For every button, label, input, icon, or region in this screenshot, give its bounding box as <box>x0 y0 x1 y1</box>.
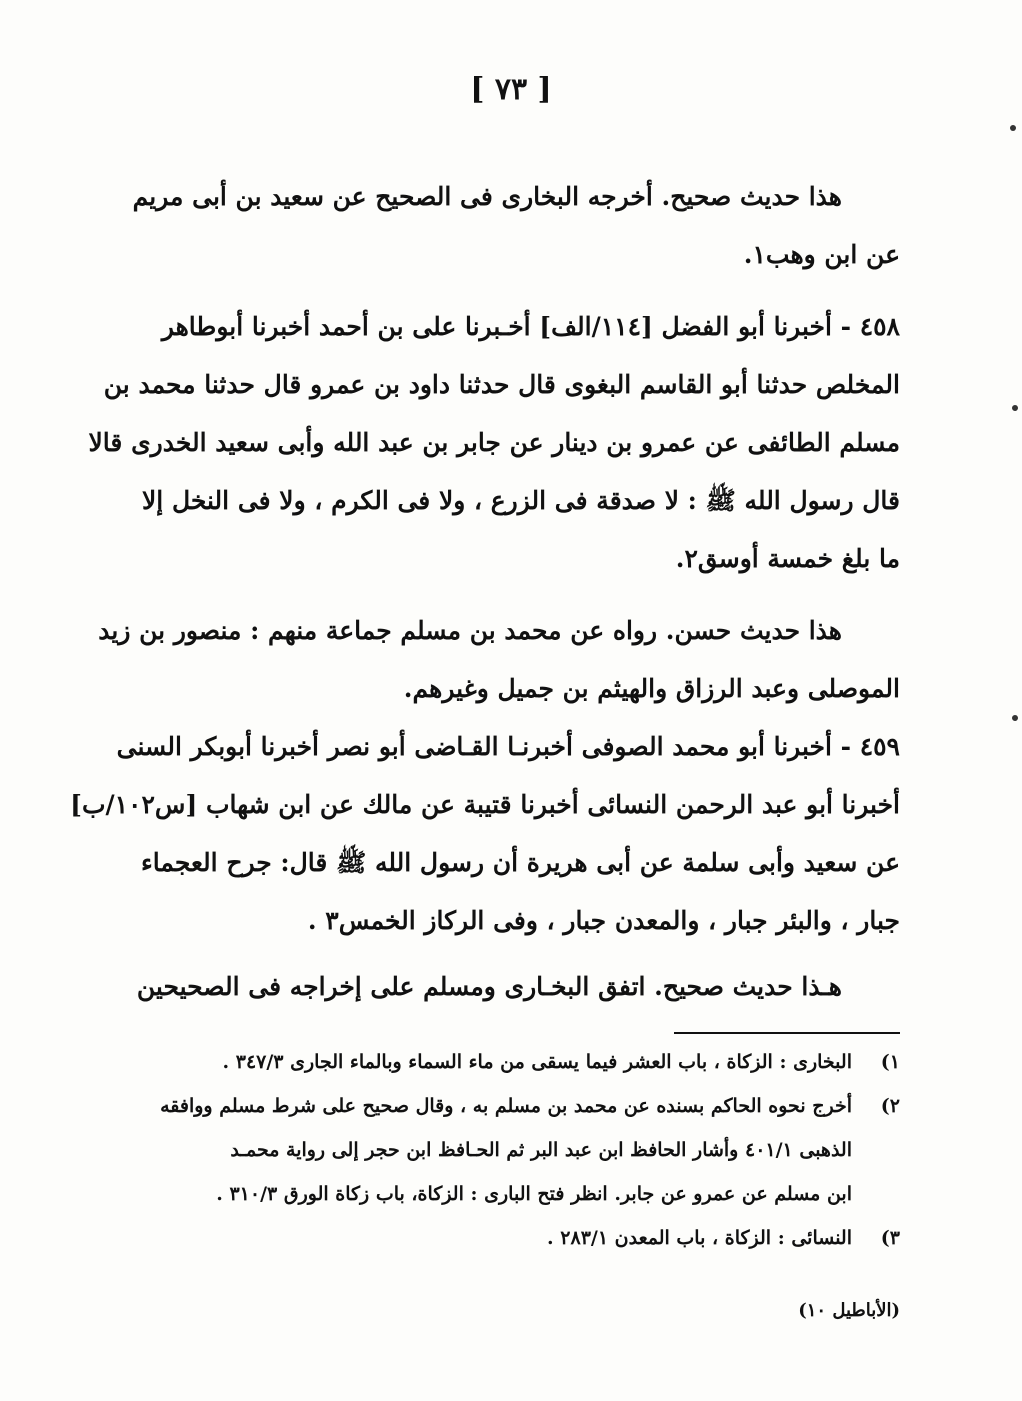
text-line: ٤٥٨ - أخبرنا أبو الفضل [١١٤/الف] أخـبرنا على بن أحمد أخبرنا أبوطاهر <box>161 312 900 341</box>
text-line: المخلص حدثنا أبو القاسم البغوى قال حدثنا داود بن عمرو قال حدثنا محمد بن <box>103 370 900 399</box>
text-line: هذا حديث حسن. رواه عن محمد بن مسلم جماعة منهم : منصور بن زيد <box>98 616 842 645</box>
footnote-text: البخارى : الزكاة ، باب العشر فيما يسقى من ماء السماء وبالماء الجارى ٣٤٧/٣ . <box>222 1051 852 1073</box>
scan-speck <box>1010 125 1016 131</box>
text-line: ٤٥٩ - أخبرنا أبو محمد الصوفى أخبرنـا القـاضى أبو نصر أخبرنا أبوبكر السنى <box>116 732 900 761</box>
text-line: ما بلغ خمسة أوسق٢. <box>675 544 900 573</box>
signature-mark: (الأباطيل ١٠) <box>798 1300 900 1321</box>
main-text <box>70 168 900 1016</box>
footnotes <box>160 1040 900 1260</box>
footnote-text: النسائى : الزكاة ، باب المعدن ٢٨٣/١ . <box>547 1227 852 1249</box>
footnote-2 <box>160 1084 900 1128</box>
footnote-number: ٢) <box>880 1095 900 1117</box>
text-line: الموصلى وعبد الرزاق والهيثم بن جميل وغيرهم. <box>403 674 900 703</box>
text-line: عن ابن وهب١. <box>743 240 900 269</box>
text-line: عن سعيد وأبى سلمة عن أبى هريرة أن رسول الله ﷺ قال: جرح العجماء <box>141 848 900 877</box>
text-line: قال رسول الله ﷺ : لا صدقة فى الزرع ، ولا فى الكرم ، ولا فى النخل إلا <box>142 486 900 515</box>
page-number: [ ٧٣ ] <box>470 72 552 107</box>
footnote-rule <box>674 1032 900 1034</box>
footnote-text: أخرج نحوه الحاكم بسنده عن محمد بن مسلم به ، وقال صحيح على شرط مسلم ووافقه <box>160 1095 852 1117</box>
text-line: هذا حديث صحيح. أخرجه البخارى فى الصحيح عن سعيد بن أبى مريم <box>132 182 842 211</box>
text-line: مسلم الطائفى عن عمرو بن دينار عن جابر بن عبد الله وأبى سعيد الخدرى قالا <box>88 428 900 457</box>
footnote-2-cont: الذهبى ٤٠١/١ وأشار الحافظ ابن عبد البر ثم الحـافظ ابن حجر إلى رواية محمـد <box>230 1139 852 1161</box>
footnote-3 <box>175 1216 900 1260</box>
scan-speck <box>1012 405 1018 411</box>
footnote-number: ٣) <box>880 1227 900 1249</box>
text-line: أخبرنا أبو عبد الرحمن النسائى أخبرنا قتيبة عن مالك عن ابن شهاب [س١٠٢/ب] <box>70 790 900 819</box>
scan-speck <box>1012 715 1018 721</box>
text-line: هـذا حديث صحيح. اتفق البخـارى ومسلم على إخراجه فى الصحيحين <box>136 972 842 1001</box>
footnote-1 <box>175 1040 900 1084</box>
text-line: جبار ، والبئر جبار ، والمعدن جبار ، وفى الركاز الخمس٣ . <box>307 906 900 935</box>
footnote-number: ١) <box>880 1051 900 1073</box>
footnote-2-cont: ابن مسلم عن عمرو عن جابر. انظر فتح البارى : الزكاة، باب زكاة الورق ٣١٠/٣ . <box>216 1183 852 1205</box>
